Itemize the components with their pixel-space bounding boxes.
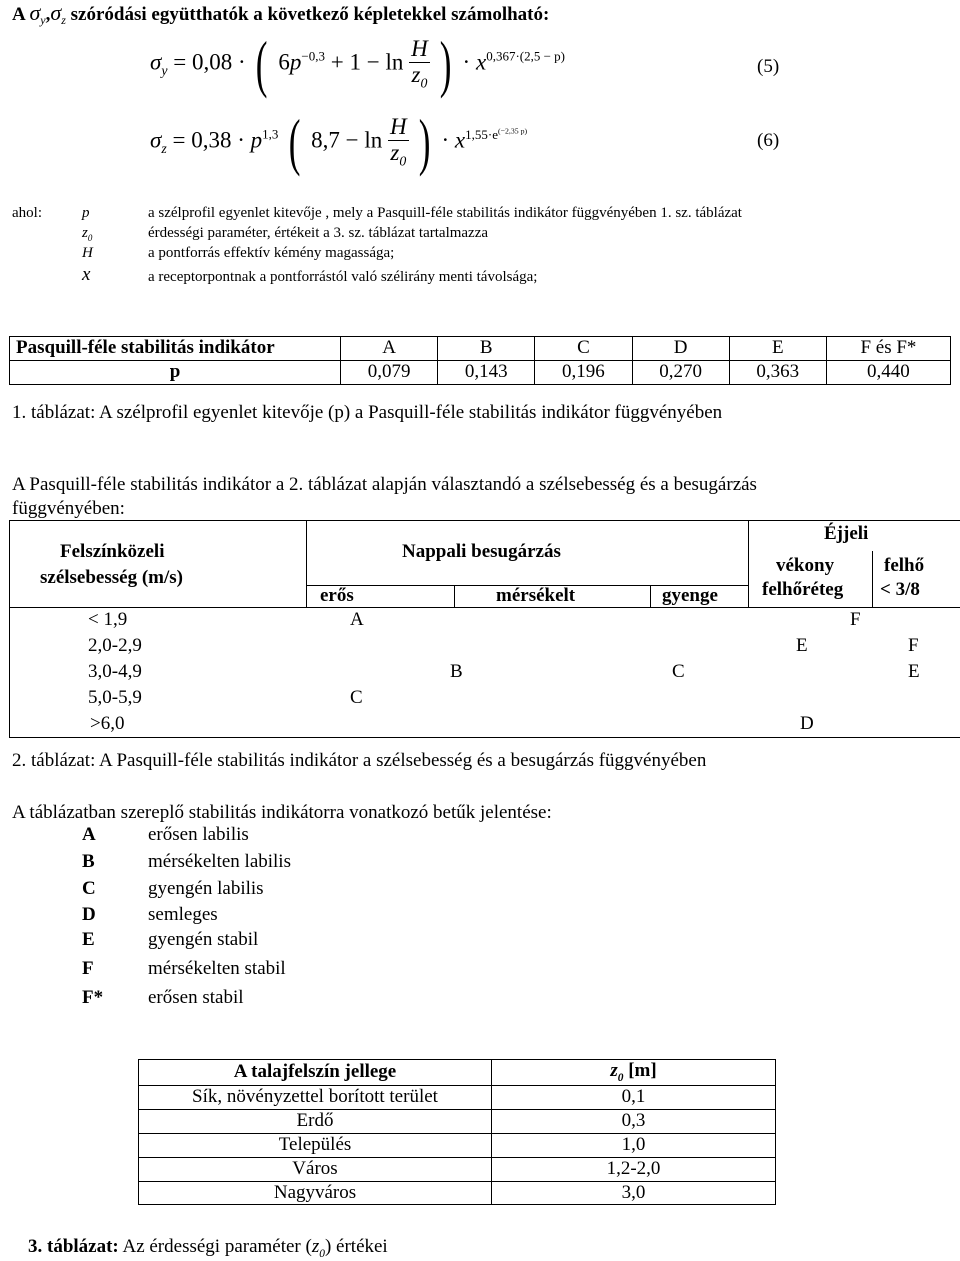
table1-cell: A [341, 337, 438, 361]
section-heading: A $\sigma_y,\sigma_z$ szóródási együtthatók a következő képletekkel számolható: [12, 0, 550, 27]
legend-text-z0: érdességi paraméter, értékeit a 3. sz. táblázat tartalmazza [148, 225, 489, 241]
table-row [139, 1110, 776, 1134]
table1-head-indicator: Pasquill-féle stabilitás indikátor [10, 337, 341, 361]
table2-sub-gyenge: gyenge [662, 585, 718, 606]
table2-cell: F [850, 609, 861, 630]
table1-cell: D [632, 337, 729, 361]
table2-sub-felho-2: < 3/8 [880, 579, 920, 600]
table3-cell: Település [139, 1134, 492, 1158]
letters-intro: A táblázatban szereplő stabilitás indikátorra vonatkozó betűk jelentése: [12, 802, 552, 823]
table2-cell: F [908, 635, 919, 656]
table3-cell: Erdő [139, 1110, 492, 1134]
list-item: A erősen labilis [82, 824, 249, 845]
table3-cell: Nagyváros [139, 1181, 492, 1205]
list-item: C gyengén labilis [82, 878, 264, 899]
table2-cell: C [350, 687, 363, 708]
legend-text-p: a szélprofil egyenlet kitevője , mely a Pasquill-féle stabilitás indikátor függvényében 1. sz. táblázat [148, 205, 742, 221]
table2-col-wind-1: Felszínközeli [60, 541, 165, 562]
table2-row-label: 2,0-2,9 [88, 635, 142, 656]
table3-cell: 0,3 [492, 1110, 776, 1134]
list-item: F* erősen stabil [82, 987, 244, 1008]
table2-row-label: >6,0 [90, 713, 125, 734]
list-item: E gyengén stabil [82, 929, 259, 950]
list-item: B mérsékelten labilis [82, 851, 291, 872]
table2-sub-vekony-1: vékony [776, 555, 835, 576]
table2-night-head: Éjjeli [824, 523, 869, 544]
table2-cell: E [908, 661, 920, 682]
table2-col-wind-2: szélsebesség (m/s) [40, 567, 183, 588]
table-row [10, 337, 951, 361]
table1-cell: 0,079 [341, 361, 438, 385]
table1-cell: F és F* [826, 337, 950, 361]
legend-sym-x: x [82, 264, 91, 285]
legend-text-h: a pontforrás effektív kémény magassága; [148, 245, 395, 261]
table-1 [9, 336, 951, 385]
table-row [139, 1060, 776, 1086]
table-2 [9, 520, 960, 738]
legend-sym-z0: $z_0$ [82, 225, 93, 243]
table1-cell: 0,440 [826, 361, 950, 385]
table1-cell: C [535, 337, 632, 361]
legend-ahol: ahol: [12, 205, 42, 221]
table3-cell: 1,2-2,0 [492, 1157, 776, 1181]
table1-cell: 0,363 [729, 361, 826, 385]
table1-caption: 1. táblázat: A szélprofil egyenlet kitevője (p) a Pasquill-féle stabilitás indikátor függvényében [12, 402, 723, 423]
table2-sub-eros: erős [320, 585, 354, 606]
table3-cell: Sík, növényzettel borított terület [139, 1086, 492, 1110]
table3-cell: 0,1 [492, 1086, 776, 1110]
table2-cell: E [796, 635, 808, 656]
table-row [139, 1134, 776, 1158]
table-row [139, 1181, 776, 1205]
table2-sub-felho-1: felhő [884, 555, 925, 576]
table3-head-z0: $z_0$ [m] [492, 1060, 776, 1086]
table2-row-label: 3,0-4,9 [88, 661, 142, 682]
table2-sub-merse: mérsékelt [496, 585, 576, 606]
paragraph-line1: A Pasquill-féle stabilitás indikátor a 2. táblázat alapján választandó a szélsebesség és a besugárzás [12, 474, 757, 495]
table2-row-label: < 1,9 [88, 609, 128, 630]
formula-5: $\sigma_y = 0,08$ · ( $6p^{-0,3} + 1 - \ln$ $\frac{H}{z_0}$ ) · $x^{0,367\cdot(2,5 - p)}$ [150, 28, 566, 99]
table1-cell: 0,196 [535, 361, 632, 385]
table2-sub-vekony-2: felhőréteg [762, 579, 844, 600]
legend-sym-p: p [82, 205, 90, 221]
table2-day-head: Nappali besugárzás [402, 541, 561, 562]
equation-number-6: (6) [757, 130, 780, 151]
legend-text-x: a receptorpontnak a pontforrástól való szélirány menti távolsága; [148, 269, 538, 285]
table3-cell: 1,0 [492, 1134, 776, 1158]
table-row [139, 1157, 776, 1181]
table1-cell: E [729, 337, 826, 361]
table2-row-label: 5,0-5,9 [88, 687, 142, 708]
table2-cell: A [350, 609, 364, 630]
table-row [10, 361, 951, 385]
table2-cell: D [800, 713, 814, 734]
table2-caption: 2. táblázat: A Pasquill-féle stabilitás indikátor a szélsebesség és a besugárzás függvényében [12, 750, 707, 771]
equation-number-5: (5) [757, 56, 780, 77]
table3-caption: 3. táblázat: Az érdességi paraméter $(z_0)$ értékei [28, 1236, 388, 1260]
table1-cell: B [438, 337, 535, 361]
formula-6: $\sigma_z = 0,38 \cdot p^{1,3}$ ( 8,7 − ln $\frac{H}{z_0}$ ) · $x^{1,55\cdot e^{(-2,35 p)}}$ [150, 106, 528, 177]
paragraph-line2: függvényében: [12, 498, 125, 519]
table1-head-p: p [10, 361, 341, 385]
table3-cell: 3,0 [492, 1181, 776, 1205]
list-item: F mérsékelten stabil [82, 958, 286, 979]
table-row [139, 1086, 776, 1110]
table1-cell: 0,143 [438, 361, 535, 385]
table-3 [138, 1059, 776, 1205]
table2-cell: B [450, 661, 463, 682]
list-item: D semleges [82, 904, 218, 925]
table2-cell: C [672, 661, 685, 682]
table1-cell: 0,270 [632, 361, 729, 385]
table3-cell: Város [139, 1157, 492, 1181]
legend-sym-h: H [82, 245, 93, 261]
table3-head-surface: A talajfelszín jellege [139, 1060, 492, 1086]
